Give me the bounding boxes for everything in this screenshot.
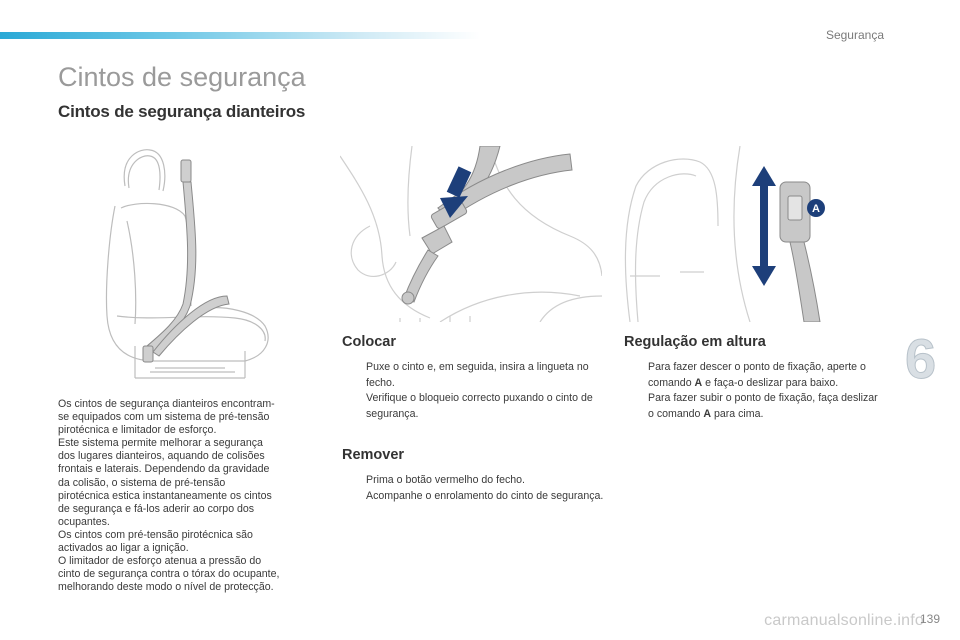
regulacao-heading: Regulação em altura [624, 334, 766, 350]
list-item: Prima o botão vermelho do fecho. [366, 474, 525, 486]
intro-text: Os cintos de segurança dianteiros encontram- se equipados com um sistema de pré-tensão pirotécnica e limitador de esforço. Este sistema permite melhorar a segurança dos lugares dianteiros, aquando de colisões frontais e laterais. Dependendo da gravidade da colisão, o sistema de pré-tensão pirotécnica estica instantaneamente os cintos de segurança e fá-los aderir ao corpo dos ocupantes. Os cintos com pré-tensão pirotécnica são activados ao ligar a ignição. O limitador de esforço atenua a pressão do cinto de segurança contra o tórax do ocupante, melhorando deste modo o nível de protecção. [58, 398, 280, 594]
list-item: Verifique o bloqueio correcto puxando o cinto de segurança. [366, 392, 593, 420]
buckle-insertion-illustration [340, 146, 602, 322]
list-item: Para fazer descer o ponto de fixação, aperte o comando A e faça-o deslizar para baixo. [648, 361, 866, 389]
remover-heading: Remover [342, 447, 405, 463]
section-name: Segurança [825, 28, 884, 42]
callout-a-label: A [812, 203, 820, 215]
page-number: 139 [919, 612, 940, 626]
height-adjustment-illustration [620, 146, 842, 322]
list-item: Acompanhe o enrolamento do cinto de segurança. [366, 489, 604, 502]
seat-belt-illustration [95, 146, 285, 386]
header-accent-bar [0, 32, 480, 39]
page-subtitle: Cintos de segurança dianteiros [58, 102, 306, 121]
list-item: Puxe o cinto e, em seguida, insira a lingueta no fecho. [366, 361, 589, 389]
chapter-number: 6 [905, 327, 937, 390]
colocar-heading: Colocar [342, 334, 396, 350]
colocar-section [342, 334, 604, 422]
watermark: carmanualsonline.info [764, 612, 924, 629]
regulacao-section [624, 334, 886, 422]
remover-section [342, 447, 604, 504]
list-item: Para fazer subir o ponto de fixação, faça deslizar o comando A para cima. [648, 392, 878, 420]
page-title: Cintos de segurança [58, 62, 306, 92]
